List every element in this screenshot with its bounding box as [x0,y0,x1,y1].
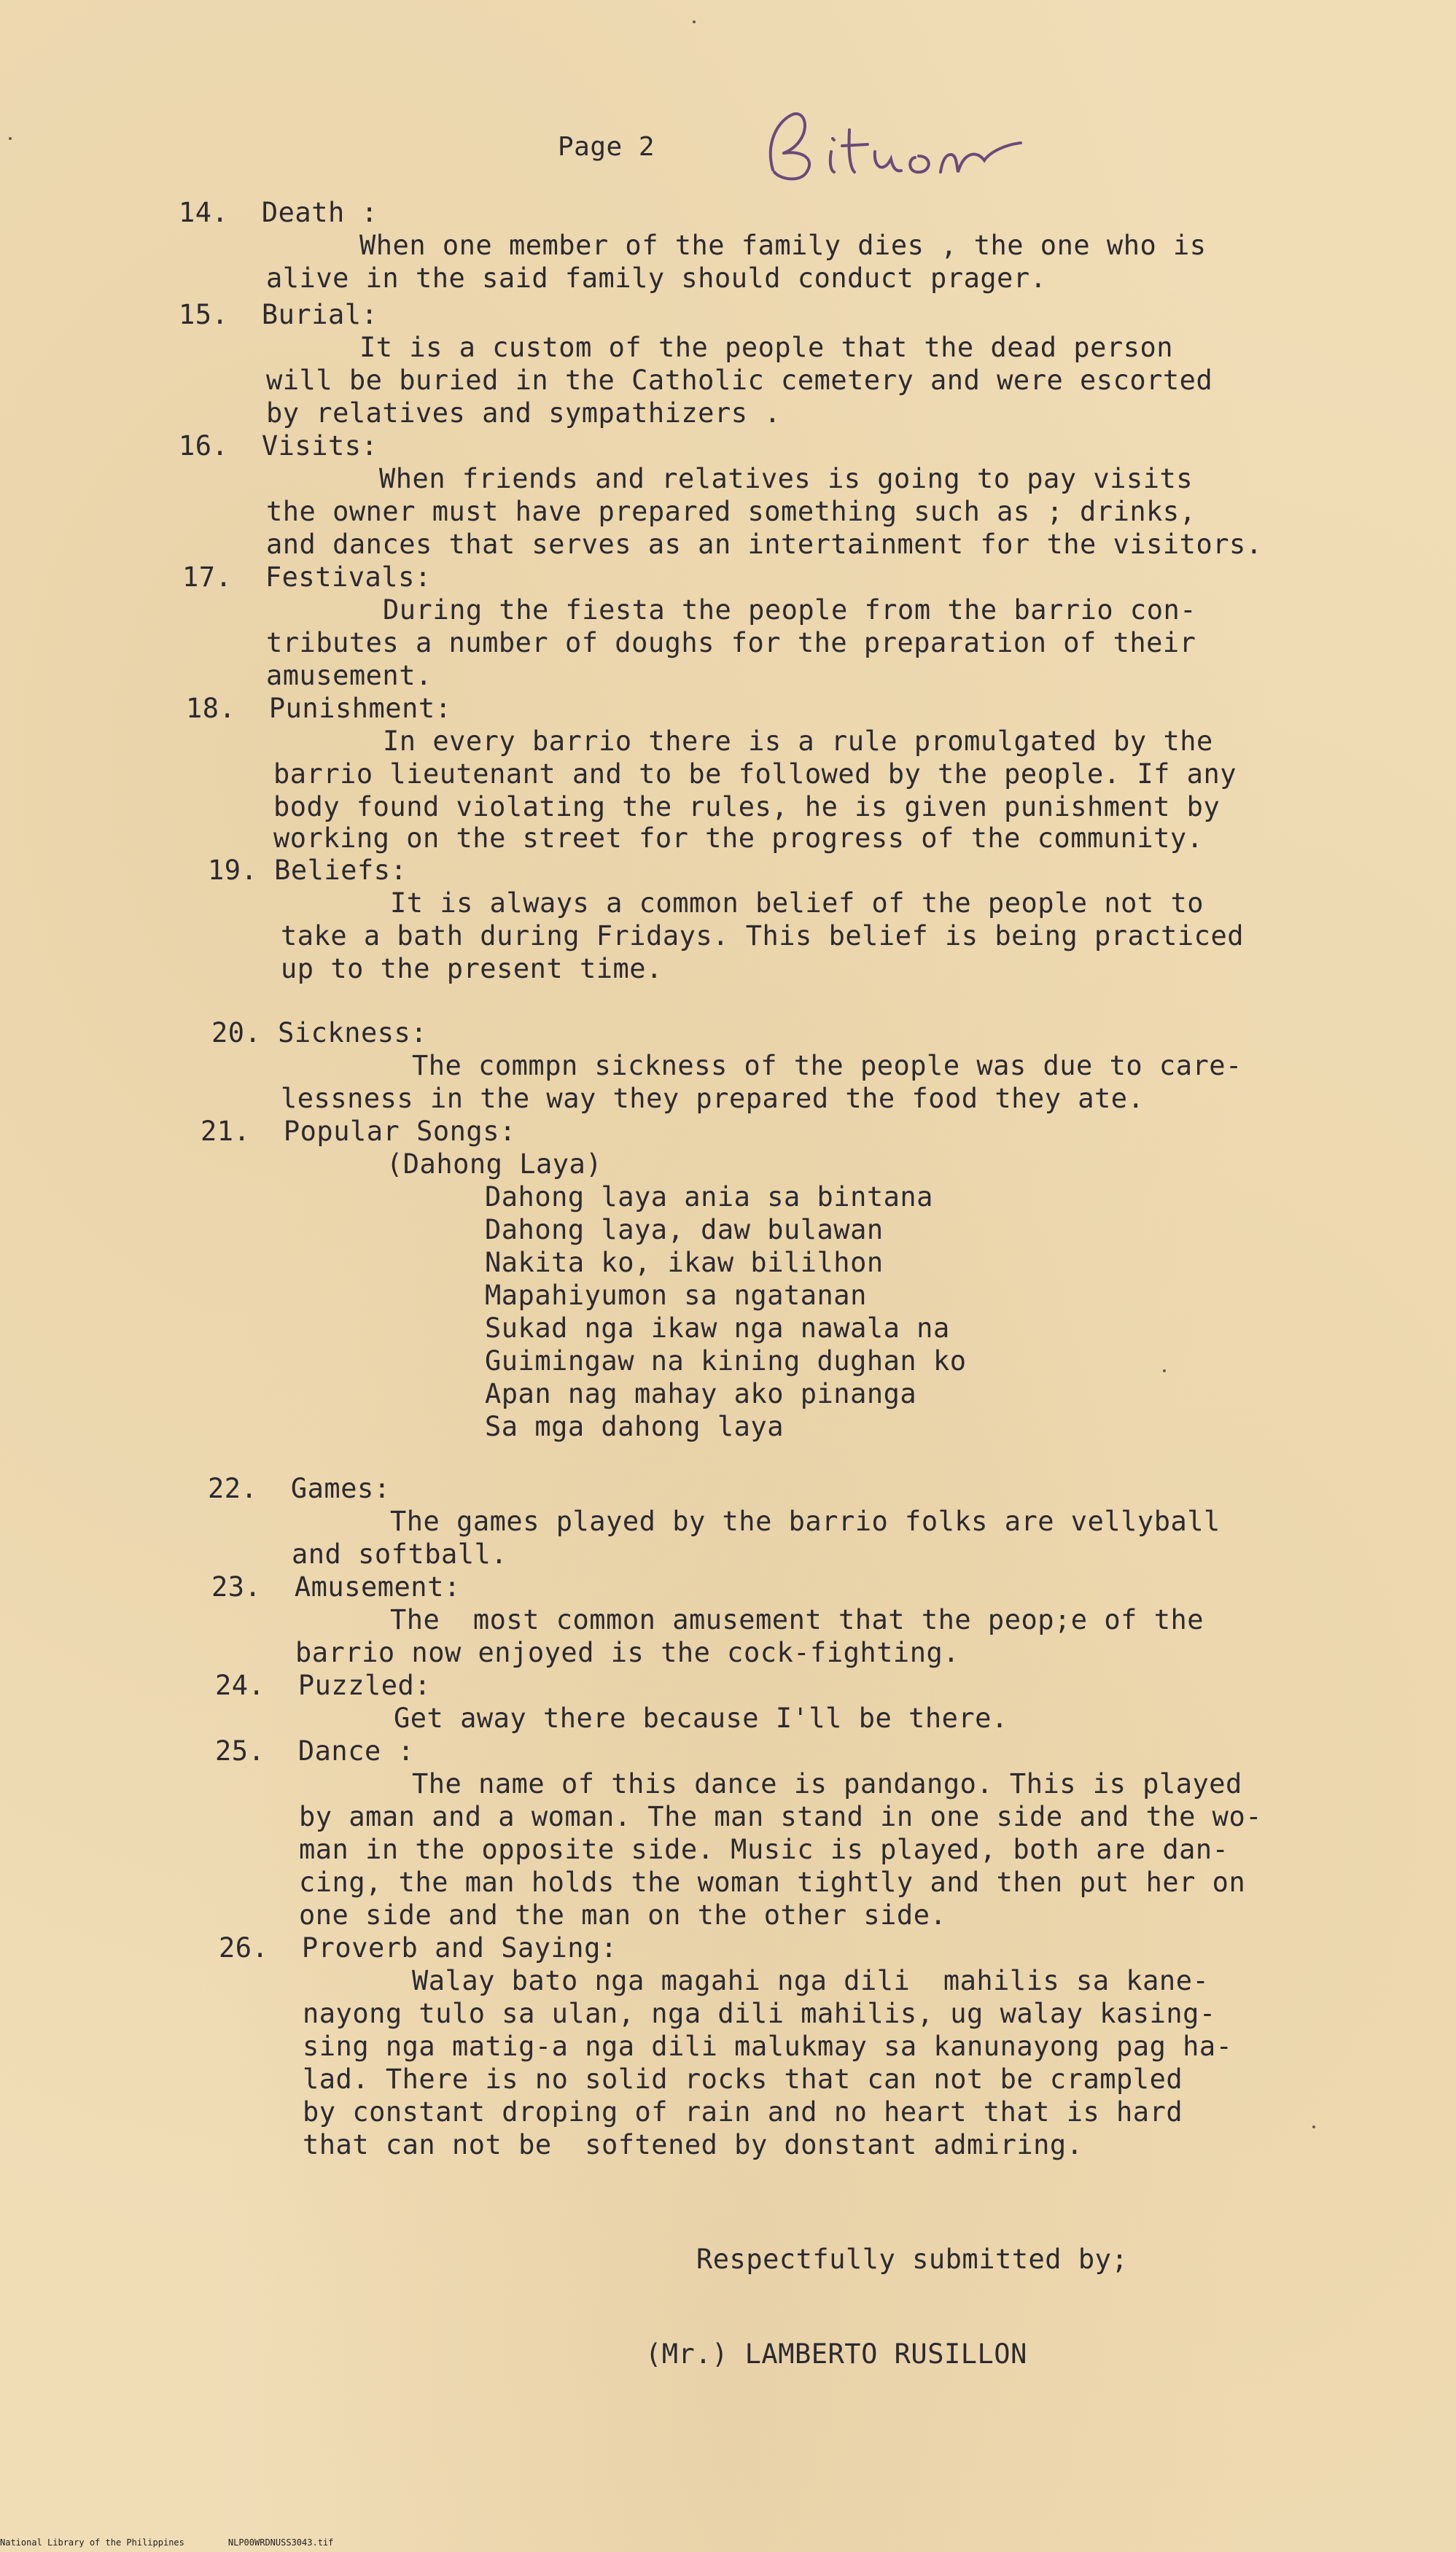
text-line: and dances that serves as an intertainment for the visitors. [266,529,1263,560]
speck [1163,1369,1166,1372]
item-24-heading: 24. Puzzled: [215,1670,432,1701]
text-line: and softball. [292,1538,508,1570]
text-line: lad. There is no solid rocks that can not be crampled [303,2063,1183,2095]
text-line: cing, the man holds the woman tightly and then put her on [299,1867,1246,1898]
text-line: tributes a number of doughs for the preparation of their [266,627,1196,658]
text-line: up to the present time. [281,953,663,984]
text-line: nayong tulo sa ulan, nga dili mahilis, ug walay kasing- [303,1998,1216,2029]
speck [1312,2125,1315,2128]
song-title: (Dahong Laya) [386,1148,603,1180]
item-18-heading: 18. Punishment: [186,693,452,724]
item-19-heading: 19. Beliefs: [208,855,408,886]
item-25-heading: 25. Dance : [215,1735,415,1767]
closing-name: (Mr.) LAMBERTO RUSILLON [645,2338,1027,2370]
text-line: alive in the said family should conduct prager. [266,262,1047,294]
song-line: Sukad nga ikaw nga nawala na [485,1312,950,1344]
footer-library: National Library of the Philippines [0,2537,184,2548]
text-line: man in the opposite side. Music is played, both are dan- [299,1834,1229,1865]
song-line: Guimingaw na kining dughan ko [485,1345,967,1377]
song-line: Apan nag mahay ako pinanga [485,1378,917,1409]
text-line: that can not be softened by donstant admiring. [303,2129,1083,2160]
song-line: Sa mga dahong laya [485,1411,784,1442]
text-line: The commpn sickness of the people was due to care- [412,1050,1242,1081]
text-line: Get away there because I'll be there. [394,1703,1008,1734]
page-label: Page 2 [558,132,655,162]
speck [9,137,12,140]
text-line: The name of this dance is pandango. This is played [412,1768,1242,1800]
text-line: When friends and relatives is going to pay visits [379,463,1194,494]
text-line: It is always a common belief of the people not to [390,887,1204,919]
text-line: amusement. [266,660,432,691]
text-line: working on the street for the progress of the community. [273,822,1204,854]
item-20-heading: 20. Sickness: [211,1017,428,1049]
item-26-heading: 26. Proverb and Saying: [219,1932,618,1964]
text-line: The most common amusement that the peop;e of the [390,1604,1204,1635]
text-line: will be buried in the Catholic cemetery and were escorted [266,365,1213,396]
text-line: sing nga matig-a nga dili malukmay sa kanunayong pag ha- [303,2031,1233,2062]
text-line: the owner must have prepared something such as ; drinks, [266,496,1196,527]
item-23-heading: 23. Amusement: [211,1571,461,1603]
song-line: Dahong laya ania sa bintana [485,1181,933,1213]
speck [693,20,696,23]
closing-submitted: Respectfully submitted by; [696,2244,1129,2275]
text-line: It is a custom of the people that the dead person [359,332,1174,363]
text-line: During the fiesta the people from the barrio con- [383,594,1197,626]
text-line: barrio now enjoyed is the cock-fighting. [295,1637,960,1668]
item-21-heading: 21. Popular Songs: [201,1116,516,1147]
handwritten-signature [758,101,1035,188]
text-line: When one member of the family dies , the one who is [359,230,1207,261]
song-line: Dahong laya, daw bulawan [485,1214,884,1245]
item-16-heading: 16. Visits: [179,430,378,462]
song-line: Nakita ko, ikaw bililhon [485,1247,884,1278]
item-22-heading: 22. Games: [208,1473,391,1504]
text-line: lessness in the way they prepared the food they ate. [281,1083,1145,1114]
text-line: barrio lieutenant and to be followed by the people. If any [273,758,1237,790]
text-line: Walay bato nga magahi nga dili mahilis sa kane- [412,1965,1210,1996]
text-line: by relatives and sympathizers . [266,397,782,429]
item-15-heading: 15. Burial: [179,299,378,330]
text-line: take a bath during Fridays. This belief is being practiced [281,920,1245,952]
text-line: by constant droping of rain and no heart that is hard [303,2096,1183,2128]
text-line: The games played by the barrio folks are vellyball [390,1506,1221,1537]
text-line: one side and the man on the other side. [299,1899,947,1931]
text-line: In every barrio there is a rule promulgated by the [383,725,1213,757]
song-line: Mapahiyumon sa ngatanan [485,1280,867,1311]
footer-file-id: NLP00WRDNUSS3043.tif [227,2537,334,2548]
archive-footer [0,2537,377,2548]
item-14-heading: 14. Death : [179,197,378,228]
text-line: body found violating the rules, he is given punishment by [273,791,1221,822]
text-line: by aman and a woman. The man stand in one side and the wo- [299,1801,1263,1832]
item-17-heading: 17. Festivals: [182,561,432,593]
